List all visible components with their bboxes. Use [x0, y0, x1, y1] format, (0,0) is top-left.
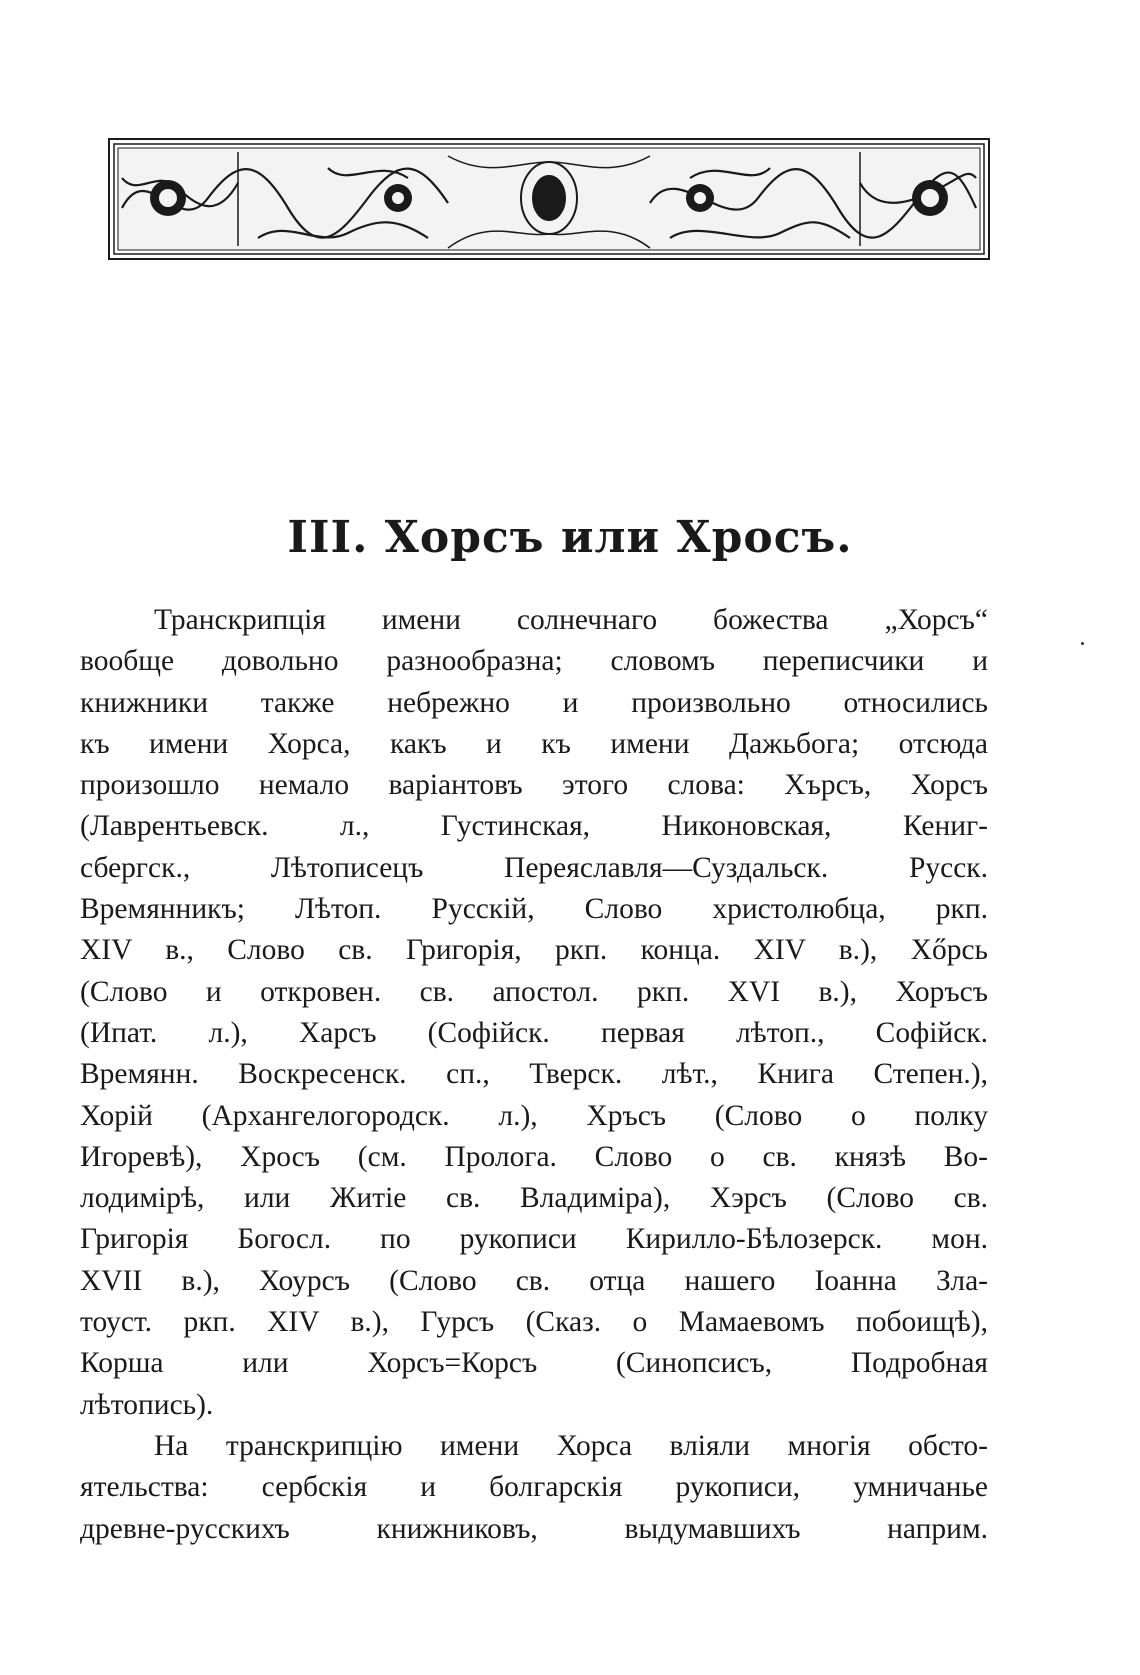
text-line: Транскрипція имени солнечнаго божества „Хорсъ“ [154, 604, 988, 636]
text-line: Корша или Хорсъ=Корсъ (Синопсисъ, Подробная [80, 1347, 988, 1380]
text-line: лѣтопись). [80, 1388, 214, 1421]
text-line: Игоревѣ), Хросъ (см. Пролога. Слово о св. князѣ Во- [80, 1140, 988, 1173]
ink-speck [1081, 642, 1084, 645]
text-line: сбергск., Лѣтописецъ Переяславля—Суздальск. Русск. [80, 851, 988, 884]
text-line: произошло немало варіантовъ этого слова: Хърсъ, Хорсъ [80, 769, 988, 802]
chapter-title: III. Хорсъ или Хросъ. [287, 512, 853, 563]
text-line: XIV в., Слово св. Григорія, ркп. конца. XIV в.), Хőрсь [80, 934, 988, 967]
text-line: (Ипат. л.), Харсъ (Софійск. первая лѣтоп., Софійск. [80, 1016, 988, 1049]
text-line: ятельства: сербскія и болгарскія рукописи, умничанье [80, 1471, 988, 1504]
body-text [80, 600, 988, 1550]
text-line: Времянникъ; Лѣтоп. Русскій, Слово христолюбца, ркп. [80, 893, 988, 926]
text-line: вообще довольно разнообразна; словомъ переписчики и [80, 645, 988, 678]
text-line: (Слово и откровен. св. апостол. ркп. XVI в.), Хоръсъ [80, 975, 988, 1008]
text-line: (Лаврентьевск. л., Густинская, Никоновская, Кениг- [80, 810, 988, 843]
text-line: На транскрипцію имени Хорса вліяли многія обсто- [154, 1429, 988, 1462]
paragraph [80, 600, 988, 1426]
text-line: древне-русскихъ книжниковъ, выдумавшихъ наприм. [80, 1512, 988, 1545]
text-line: къ имени Хорса, какъ и къ имени Дажьбога; отсюда [80, 727, 988, 760]
paragraph [80, 1426, 988, 1550]
decorative-headpiece [108, 138, 990, 260]
text-line: Времянн. Воскресенск. сп., Тверск. лѣт., Книга Степен.), [80, 1058, 988, 1091]
text-line: Григорія Богосл. по рукописи Кирилло-Бѣлозерск. мон. [80, 1223, 988, 1256]
text-line: книжники также небрежно и произвольно относились [80, 686, 988, 719]
text-line: Хорій (Архангелогородск. л.), Хръсъ (Слово о полку [80, 1099, 988, 1132]
text-line: XVII в.), Хоурсъ (Слово св. отца нашего Іоанна Зла- [80, 1264, 988, 1297]
text-line: тоуст. ркп. XIV в.), Гурсъ (Сказ. о Мамаевомъ побоищѣ), [80, 1306, 988, 1339]
text-line: лодимірѣ, или Житіе св. Владиміра), Хэрсъ (Слово св. [80, 1182, 988, 1215]
